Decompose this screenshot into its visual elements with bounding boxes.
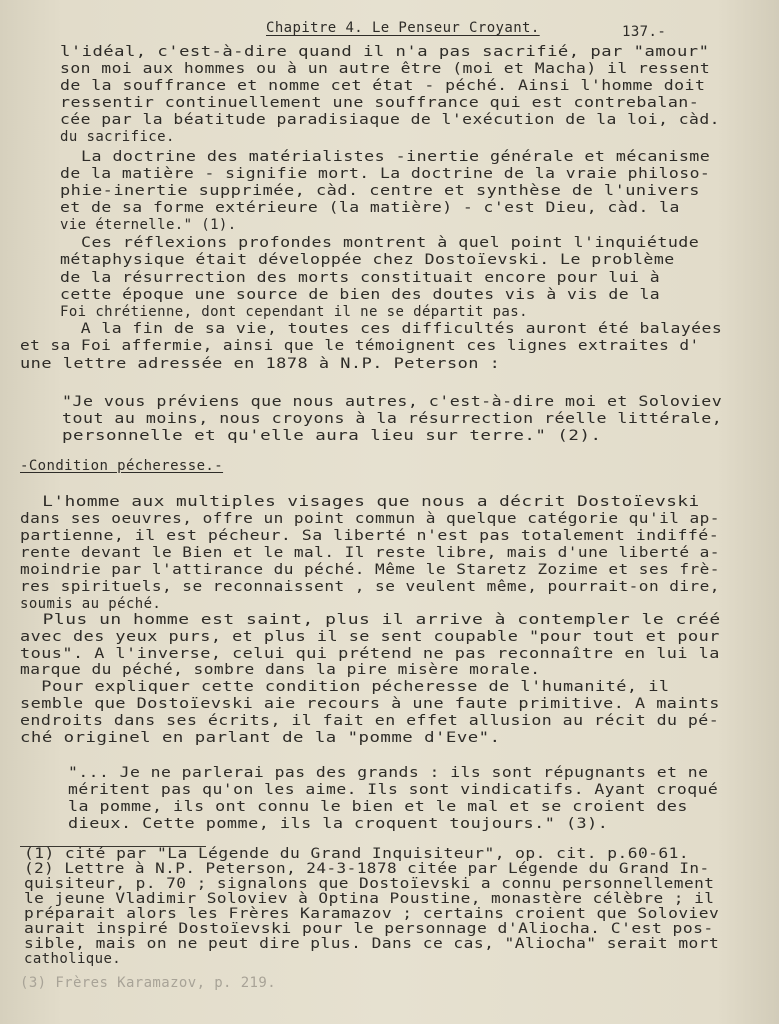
body-line: res spirituels, se reconnaissent , se veulent même, pourrait-on dire, bbox=[20, 579, 720, 595]
page-number: 137.- bbox=[622, 24, 667, 40]
footnote-line: (1) cité par "La Légende du Grand Inquisiteur", op. cit. p.60-61. bbox=[24, 846, 690, 862]
body-line: soumis au péché. bbox=[20, 596, 162, 612]
chapter-title: Chapitre 4. Le Penseur Croyant. bbox=[266, 20, 540, 36]
footnote-line: catholique. bbox=[24, 951, 122, 967]
footnote-line: aurait inspiré Dostoïevski pour le personnage d'Aliocha. C'est pos- bbox=[24, 921, 714, 937]
body-line: ressentir continuellement une souffrance qui est contrebalan- bbox=[60, 95, 700, 111]
body-line: marque du péché, sombre dans la pire misère morale. bbox=[20, 662, 541, 678]
body-line: du sacrifice. bbox=[60, 129, 175, 145]
body-line: Ces réflexions profondes montrent à quel point l'inquiétude bbox=[60, 235, 700, 251]
body-line: "Je vous préviens que nous autres, c'est-à-dire moi et Soloviev bbox=[62, 394, 723, 410]
footnote-line: quisiteur, p. 70 ; signalons que Dostoïevski a connu personnellement bbox=[24, 876, 715, 892]
body-line: méritent pas qu'on les aime. Ils sont vindicatifs. Ayant croqué bbox=[68, 782, 719, 798]
body-line: dans ses oeuvres, offre un point commun à quelque catégorie qu'il ap- bbox=[20, 511, 720, 527]
body-line: métaphysique était développée chez Dostoïevski. Le problème bbox=[60, 252, 675, 268]
body-line: personnelle et qu'elle aura lieu sur terre." (2). bbox=[62, 428, 602, 444]
footnote-line: (2) Lettre à N.P. Peterson, 24-3-1878 citée par Légende du Grand In- bbox=[24, 861, 710, 877]
body-line: tout au moins, nous croyons à la résurrection réelle littérale, bbox=[62, 411, 723, 427]
body-line: Foi chrétienne, dont cependant il ne se départit pas. bbox=[60, 304, 528, 320]
body-line: La doctrine des matérialistes -inertie générale et mécanisme bbox=[60, 149, 711, 165]
body-line: de la souffrance et nomme cet état - péché. Ainsi l'homme doit bbox=[60, 78, 706, 94]
body-line: avec des yeux purs, et plus il se sent coupable "pour tout et pour bbox=[20, 629, 720, 645]
body-line: la pomme, ils ont connu le bien et le mal et se croient des bbox=[68, 799, 688, 815]
body-line: et de sa forme extérieure (la matière) - c'est Dieu, càd. la bbox=[60, 200, 680, 216]
footnote-line: (3) Frères Karamazov, p. 219. bbox=[20, 975, 277, 991]
body-line: A la fin de sa vie, toutes ces difficultés auront été balayées bbox=[60, 321, 723, 337]
body-line: Pour expliquer cette condition pécheresse de l'humanité, il bbox=[20, 679, 670, 695]
footnote-line: sible, mais on ne peut dire plus. Dans ce cas, "Aliocha" serait mort bbox=[24, 936, 720, 952]
body-line: de la résurrection des morts constituait encore pour lui à bbox=[60, 270, 661, 286]
body-line: cette époque une source de bien des doutes vis à vis de la bbox=[60, 287, 661, 303]
body-line: phie-inertie supprimée, càd. centre et synthèse de l'univers bbox=[60, 183, 700, 199]
body-line: dieux. Cette pomme, ils la croquent toujours." (3). bbox=[68, 816, 609, 832]
footnote-line: le jeune Vladimir Soloviev à Optina Poustine, monastère célèbre ; il bbox=[24, 891, 715, 907]
body-line: endroits dans ses écrits, il fait en effet allusion au récit du pé- bbox=[20, 713, 720, 729]
section-heading: -Condition pécheresse.- bbox=[20, 458, 224, 474]
body-line: vie éternelle." (1). bbox=[60, 217, 237, 233]
body-line: son moi aux hommes ou à un autre être (moi et Macha) il ressent bbox=[60, 61, 711, 77]
body-line: de la matière - signifie mort. La doctrine de la vraie philoso- bbox=[60, 166, 711, 182]
body-line: une lettre adressée en 1878 à N.P. Peterson : bbox=[20, 356, 501, 372]
body-line: cée par la béatitude paradisiaque de l'exécution de la loi, càd. bbox=[60, 112, 720, 128]
body-line: rente devant le Bien et le mal. Il reste libre, mais d'une liberté a- bbox=[20, 545, 720, 561]
footnote-line: préparait alors les Frères Karamazov ; certains croient que Soloviev bbox=[24, 906, 720, 922]
body-line: partienne, il est pécheur. Sa liberté n'est pas totalement indiffé- bbox=[20, 528, 720, 544]
body-line: tous". A l'inverse, celui qui prétend ne pas reconnaître en lui la bbox=[20, 646, 720, 662]
body-line: semble que Dostoïevski aie recours à une faute primitive. A maints bbox=[20, 696, 720, 712]
body-line: moindrie par l'attirance du péché. Même le Staretz Zozime et ses frè- bbox=[20, 562, 720, 578]
body-line: "... Je ne parlerai pas des grands : ils sont répugnants et ne bbox=[68, 765, 709, 781]
body-line: l'idéal, c'est-à-dire quand il n'a pas sacrifié, par "amour" bbox=[60, 44, 710, 60]
body-line: ché originel en parlant de la "pomme d'Eve". bbox=[20, 730, 501, 746]
body-line: et sa Foi affermie, ainsi que le témoignent ces lignes extraites d' bbox=[20, 338, 700, 354]
body-line: Plus un homme est saint, plus il arrive à contempler le créé bbox=[20, 612, 721, 628]
body-line: L'homme aux multiples visages que nous a décrit Dostoïevski bbox=[20, 494, 700, 510]
